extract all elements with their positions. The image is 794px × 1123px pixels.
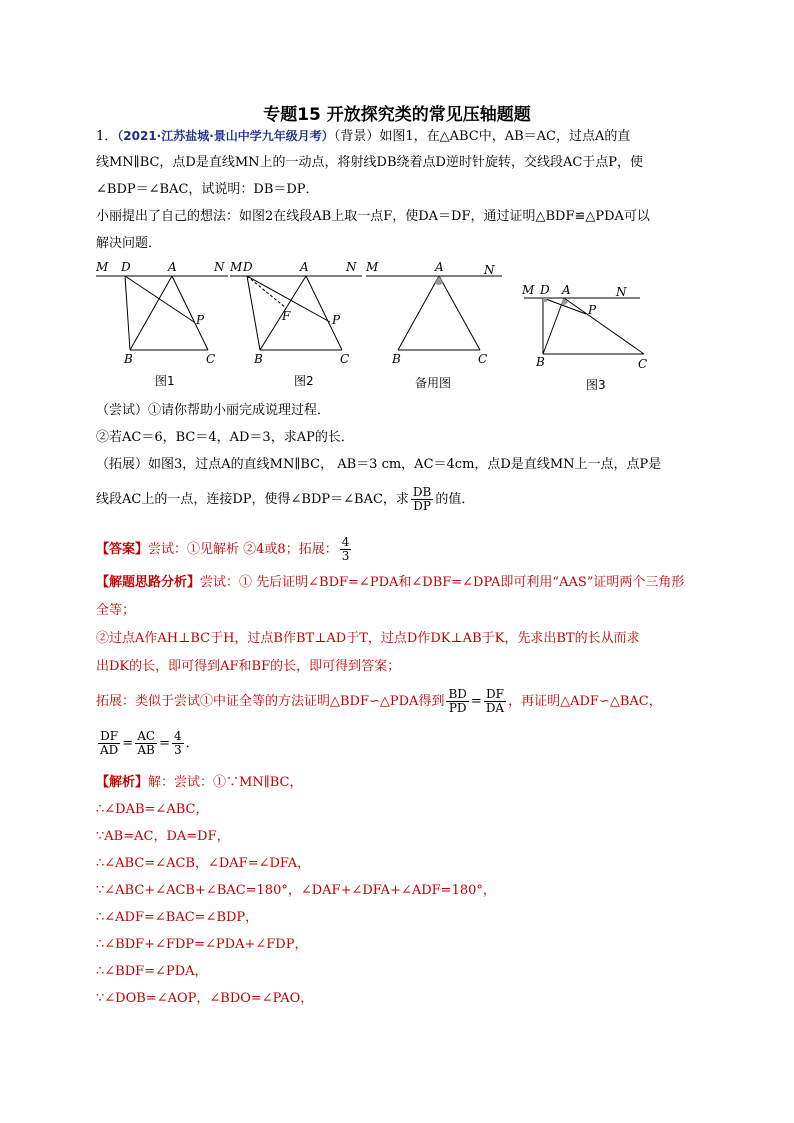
try-line-2: ②若AC＝6，BC＝4，AD＝3，求AP的长． bbox=[96, 430, 354, 445]
label-N: N bbox=[616, 285, 627, 299]
label-M: M bbox=[96, 260, 109, 274]
figure-spare bbox=[364, 258, 504, 370]
label-P: P bbox=[588, 303, 597, 317]
problem-line-1 bbox=[96, 127, 630, 146]
analysis-text-1: 尝试：① 先后证明∠BDF=∠PDA和∠DBF=∠DPA即可利用“AAS”证明两个三角形 bbox=[200, 575, 685, 590]
fraction-denominator: DA bbox=[485, 701, 505, 715]
figure-1-caption: 图1 bbox=[155, 374, 175, 388]
fraction-numerator: DB bbox=[412, 485, 432, 499]
label-M: M bbox=[366, 260, 379, 274]
label-D: D bbox=[121, 260, 131, 274]
problem-line-2: 线MN∥BC，点D是直线MN上的一动点，将射线DB绕着点D逆时针旋转，交线段AC于点P，使 bbox=[96, 155, 644, 170]
label-C: C bbox=[340, 352, 350, 366]
fraction-numerator: BD bbox=[448, 687, 467, 701]
answer-text: 尝试：①见解析 ②4或8；拓展： bbox=[148, 542, 338, 557]
angle-mark-A bbox=[561, 298, 568, 305]
fraction-denominator: AB bbox=[137, 743, 155, 757]
solution-tag: 【解析】 bbox=[96, 775, 149, 790]
label-A: A bbox=[562, 283, 571, 297]
problem-number: 1． bbox=[96, 129, 118, 144]
label-F: F bbox=[282, 309, 291, 323]
label-B: B bbox=[254, 352, 263, 366]
answer-line bbox=[96, 536, 353, 563]
figure-2 bbox=[228, 258, 364, 370]
fraction-denominator: 3 bbox=[173, 743, 182, 757]
analysis-tag: 【解题思路分析】 bbox=[96, 575, 201, 590]
label-B: B bbox=[536, 355, 545, 369]
period: ． bbox=[185, 736, 199, 751]
label-N: N bbox=[346, 260, 357, 274]
label-P: P bbox=[196, 313, 205, 327]
fraction-db-dp bbox=[411, 486, 433, 513]
solution-line-4: ∴∠ABC=∠ACB，∠DAF=∠DFA， bbox=[96, 856, 311, 871]
fraction-numerator: DF bbox=[484, 688, 506, 702]
solution-line-8: ∴∠BDF=∠PDA， bbox=[96, 964, 208, 979]
label-N: N bbox=[484, 263, 495, 277]
figure-2-caption: 图2 bbox=[294, 374, 314, 388]
problem-text-1: （背景）如图1，在△ABC中，AB＝AC，过点A的直 bbox=[333, 129, 631, 144]
label-B: B bbox=[124, 352, 133, 366]
analysis-line-4: 出DK的长，即可得到AF和BF的长，即可得到答案； bbox=[96, 659, 401, 674]
solution-line-7: ∴∠BDF+∠FDP=∠PDA+∠FDP， bbox=[96, 937, 308, 952]
problem-line-4: 小丽提出了自己的想法：如图2在线段AB上取一点F，使DA＝DF，通过证明△BDF≌△PDA可以 bbox=[96, 209, 650, 224]
solution-line-3: ∵AB=AC，DA=DF， bbox=[96, 829, 230, 844]
solution-line-9: ∵∠DOB=∠AOP，∠BDO=∠PAO， bbox=[96, 991, 314, 1006]
label-C: C bbox=[206, 352, 216, 366]
extension-line-1: （拓展）如图3，过点A的直线MN∥BC， AB＝3 cm，AC＝4cm，点D是直线MN上一点，点P是 bbox=[96, 457, 662, 472]
figure-3-caption: 图3 bbox=[586, 378, 606, 392]
extension-text-end: 的值． bbox=[435, 492, 475, 507]
analysis-line-5: 拓展：类似于尝试①中证全等的方法证明△BDF∽△PDA得到 $\frac{BD}{PD}$ = $\frac{DF}{DA}$ ，再证明△ADF∽△BAC， bbox=[96, 687, 662, 715]
analysis-text-5a: 拓展：类似于尝试①中证全等的方法证明△BDF∽△PDA得到 bbox=[96, 694, 445, 709]
label-A: A bbox=[435, 260, 444, 274]
analysis-line-1 bbox=[96, 574, 684, 592]
label-M: M bbox=[522, 283, 535, 297]
figure-spare-caption: 备用图 bbox=[415, 376, 452, 390]
problem-line-5: 解决问题． bbox=[96, 236, 162, 251]
fraction-bd-pd bbox=[446, 688, 468, 715]
try-line-1: （尝试）①请你帮助小丽完成说理过程． bbox=[96, 403, 331, 418]
label-D: D bbox=[540, 283, 550, 297]
problem-source: （2021·江苏盐城·景山中学九年级月考） bbox=[117, 129, 334, 143]
page-title: 专题15 开放探究类的常见压轴题题 bbox=[263, 105, 531, 125]
label-P: P bbox=[332, 313, 341, 327]
label-B: B bbox=[392, 352, 401, 366]
answer-tag: 【答案】 bbox=[96, 542, 149, 557]
label-C: C bbox=[478, 352, 488, 366]
fraction-numerator: DF bbox=[98, 730, 120, 744]
fraction-denominator: DP bbox=[413, 499, 431, 513]
fraction-numerator: AC bbox=[137, 729, 156, 743]
fraction-4-3 bbox=[172, 730, 184, 757]
answer-fraction bbox=[340, 536, 352, 563]
fraction-denominator: 3 bbox=[341, 549, 350, 563]
solution-text-1: 解：尝试：①∵MN∥BC， bbox=[148, 775, 303, 790]
fraction-denominator: AD bbox=[100, 743, 119, 757]
label-A: A bbox=[300, 260, 309, 274]
figure-3 bbox=[516, 280, 656, 372]
label-N: N bbox=[214, 260, 225, 274]
analysis-line-6: $\frac{DF}{AD}$ = $\frac{AC}{AB}$ = $\frac{4}{3}$ ． bbox=[100, 729, 199, 757]
extension-text: 线段AC上的一点，连接DP，使得∠BDP＝∠BAC，求 bbox=[96, 492, 409, 507]
figure-1 bbox=[94, 258, 230, 370]
analysis-line-3: ②过点A作AH⊥BC于H，过点B作BT⊥AD于T，过点D作DK⊥AB于K，先求出BT的长从而求 bbox=[96, 631, 640, 646]
solution-line-6: ∴∠ADF=∠BAC=∠BDP， bbox=[96, 910, 259, 925]
fraction-df-ad bbox=[98, 730, 120, 757]
label-M: M bbox=[230, 260, 243, 274]
fraction-numerator: 4 bbox=[173, 729, 182, 743]
problem-line-3: ∠BDP＝∠BAC，试说明：DB＝DP． bbox=[96, 182, 319, 197]
solution-line-1 bbox=[96, 774, 302, 792]
right-angle-mark bbox=[543, 298, 547, 302]
analysis-text-5b: ，再证明△ADF∽△BAC， bbox=[508, 694, 662, 709]
fraction-df-da bbox=[484, 688, 506, 715]
label-D: D bbox=[243, 260, 253, 274]
analysis-line-2: 全等； bbox=[96, 603, 136, 618]
fraction-numerator: 4 bbox=[341, 535, 350, 549]
solution-line-2: ∴∠DAB=∠ABC， bbox=[96, 802, 209, 817]
fraction-ac-ab bbox=[135, 730, 157, 757]
solution-line-5: ∵∠ABC+∠ACB+∠BAC=180°，∠DAF+∠DFA+∠ADF=180°， bbox=[96, 883, 496, 898]
label-A: A bbox=[168, 260, 177, 274]
fraction-denominator: PD bbox=[448, 701, 467, 715]
extension-line-2 bbox=[96, 486, 474, 513]
label-C: C bbox=[638, 357, 648, 371]
